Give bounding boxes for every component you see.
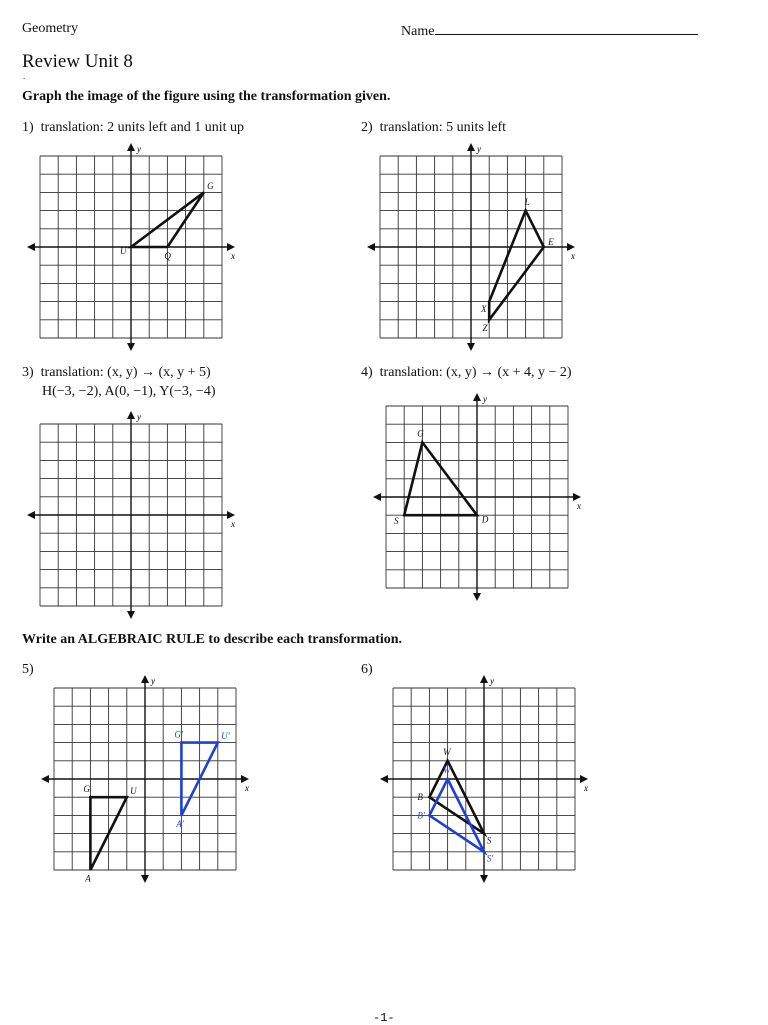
problem-3-prompt [22, 365, 211, 381]
rule-instructions: Write an ALGEBRAIC RULE to describe each transformation. [22, 632, 403, 647]
problem-text: translation: 2 units left and 1 unit up [40, 120, 245, 135]
x-axis-label: x [245, 783, 249, 793]
axis-arrowhead [227, 511, 235, 519]
problem-text: translation: (x, y) → (x, y + 5) [40, 365, 211, 380]
x-axis-label: x [577, 501, 581, 511]
axis-arrowhead [127, 611, 135, 619]
axis-arrowhead [467, 143, 475, 151]
y-axis-label: y [483, 394, 487, 404]
problem-text: translation: 5 units left [379, 120, 507, 135]
problem-3-points: H(−3, −2), A(0, −1), Y(−3, −4) [42, 384, 216, 399]
axis-arrowhead [480, 675, 488, 683]
problem-number: 3) [22, 365, 34, 380]
vertex-label: D [481, 514, 489, 525]
vertex-label: B [417, 792, 423, 803]
name-label: Name [401, 24, 435, 39]
vertex-label: A' [176, 819, 184, 830]
axis-arrowhead [567, 243, 575, 251]
axis-arrowhead [580, 775, 588, 783]
vertex-label: A [85, 873, 91, 884]
problem-6-number: 6) [361, 662, 373, 677]
axis-arrowhead [27, 511, 35, 519]
vertex-label: E [548, 236, 554, 247]
y-axis-label: y [477, 144, 481, 154]
course-label: Geometry [22, 21, 78, 36]
y-axis-label: y [137, 144, 141, 154]
axis-arrowhead [227, 243, 235, 251]
stray-dot: . [23, 71, 26, 81]
coordinate-grid-5[interactable] [38, 672, 258, 894]
x-axis-label: x [571, 251, 575, 261]
axis-arrowhead [473, 593, 481, 601]
coordinate-grid-2[interactable] [364, 140, 584, 362]
problem-4-prompt [361, 365, 572, 381]
problem-1-prompt [22, 120, 244, 136]
vertex-label: S' [486, 853, 494, 864]
coordinate-grid-3[interactable] [24, 408, 244, 626]
vertex-label: W [443, 746, 451, 757]
coordinate-grid-6[interactable] [377, 672, 597, 894]
problem-number: 2) [361, 120, 373, 135]
vertex-label: G [207, 181, 214, 192]
vertex-label: G' [174, 729, 183, 740]
axis-arrowhead [573, 493, 581, 501]
problem-number: 4) [361, 365, 373, 380]
vertex-label: S [486, 835, 492, 846]
problem-number: 1) [22, 120, 34, 135]
y-axis-label: y [490, 676, 494, 686]
problem-5-number: 5) [22, 662, 34, 677]
vertex-label: S [394, 515, 399, 526]
vertex-label: W' [443, 765, 453, 776]
vertex-label: U' [221, 731, 230, 742]
vertex-label: X [480, 303, 487, 314]
vertex-label: L [524, 196, 530, 207]
axis-arrowhead [373, 493, 381, 501]
name-field[interactable] [401, 21, 698, 40]
problem-text: translation: (x, y) → (x + 4, y − 2) [379, 365, 572, 380]
x-axis-label: x [584, 783, 588, 793]
coordinate-grid-1[interactable] [24, 140, 244, 362]
vertex-label: Q [164, 251, 171, 261]
x-axis-label: x [231, 519, 235, 529]
axis-arrowhead [127, 411, 135, 419]
name-blank-line[interactable] [435, 21, 698, 35]
axis-arrowhead [473, 393, 481, 401]
axis-arrowhead [27, 243, 35, 251]
axis-arrowhead [467, 343, 475, 351]
vertex-label: G [83, 784, 90, 795]
axis-arrowhead [480, 875, 488, 883]
x-axis-label: x [231, 251, 235, 261]
vertex-label: U [119, 246, 127, 257]
coordinate-grid-4[interactable] [370, 390, 590, 612]
page-number: -1- [373, 1011, 395, 1025]
problem-2-prompt [361, 120, 506, 136]
vertex-label: G [417, 428, 424, 439]
axis-arrowhead [141, 675, 149, 683]
y-axis-label: y [151, 676, 155, 686]
y-axis-label: y [137, 412, 141, 422]
vertex-label: Z [482, 322, 488, 333]
vertex-label: B' [417, 810, 425, 821]
axis-arrowhead [241, 775, 249, 783]
axis-arrowhead [127, 143, 135, 151]
axis-arrowhead [141, 875, 149, 883]
axis-arrowhead [367, 243, 375, 251]
graph-instructions: Graph the image of the figure using the transformation given. [22, 89, 391, 104]
vertex-label: U [130, 785, 137, 796]
axis-arrowhead [127, 343, 135, 351]
page-title: Review Unit 8 [22, 51, 133, 72]
axis-arrowhead [41, 775, 49, 783]
axis-arrowhead [380, 775, 388, 783]
